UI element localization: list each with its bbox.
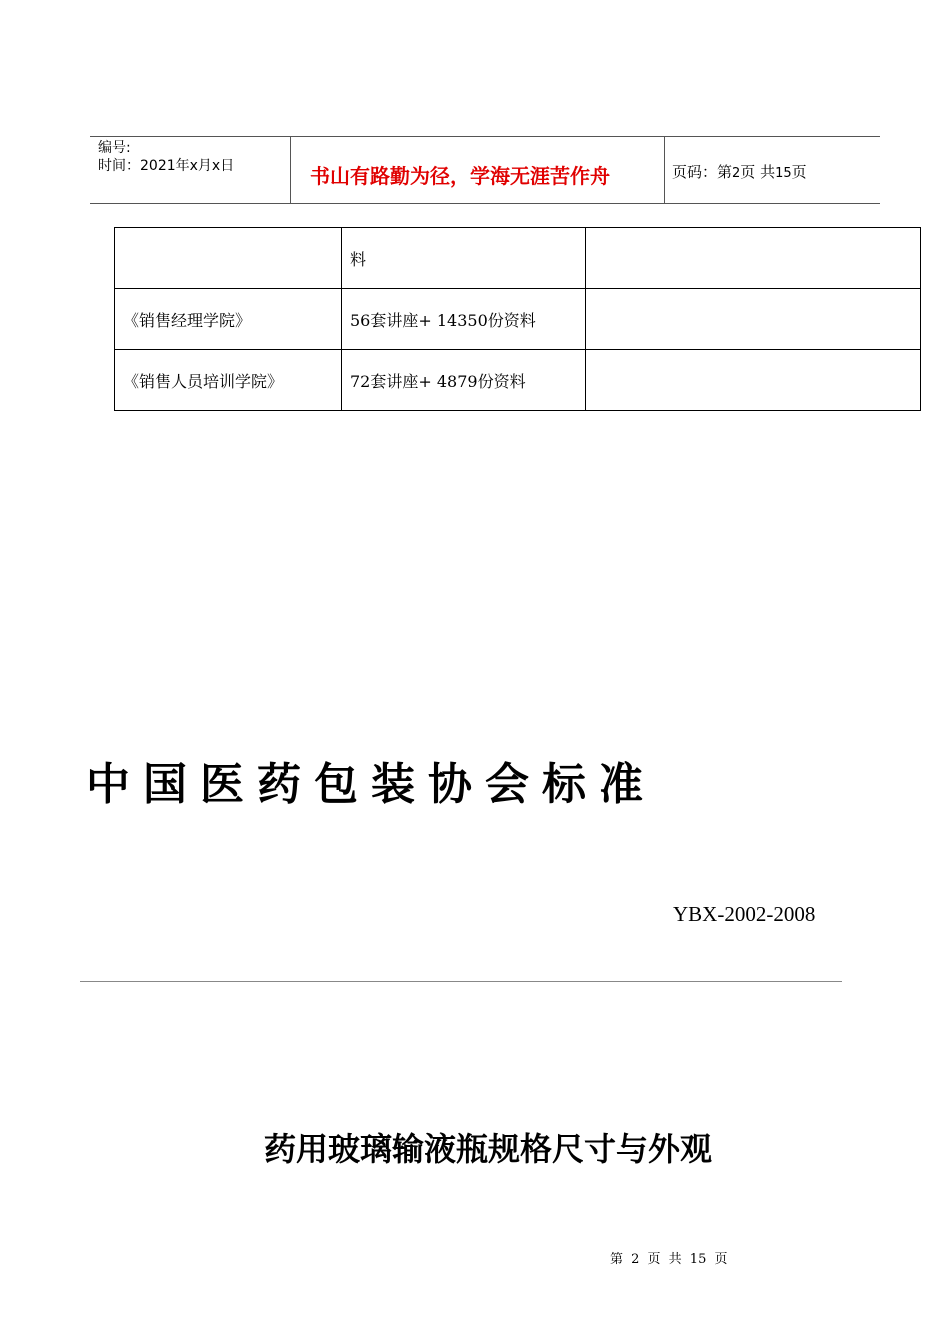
page-suffix: 页: [791, 163, 807, 181]
page-total: 15: [775, 166, 792, 181]
time-label: 时间：2021年x月x日: [98, 158, 235, 174]
table-cell-note: [586, 289, 921, 350]
table-cell-name: [115, 228, 342, 289]
title-separator: [80, 981, 842, 982]
table-cell-name: 《销售人员培训学院》: [115, 350, 342, 411]
header-page-info: [672, 161, 807, 182]
header-top-rule: [90, 136, 880, 137]
standard-code: YBX-2002-2008: [673, 902, 816, 926]
page-mid: 页 共: [740, 163, 776, 181]
document-title: 药用玻璃输液瓶规格尺寸与外观: [264, 1130, 713, 1168]
organization-title: 中国医药包装协会标准: [86, 759, 656, 810]
table-cell-name: 《销售经理学院》: [115, 289, 342, 350]
table-cell-detail: 72套讲座+ 4879份资料: [342, 350, 586, 411]
table-cell-detail: 料: [342, 228, 586, 289]
table-row: [115, 289, 921, 350]
header-divider-right: [664, 137, 665, 204]
course-table: [114, 227, 921, 411]
page-footer: 第 2 页 共 15 页: [610, 1252, 728, 1267]
table-row: [115, 350, 921, 411]
header-bottom-rule: [90, 203, 880, 204]
header-motto: 书山有路勤为径，学海无涯苦作舟: [310, 164, 610, 188]
serial-label: 编号:: [98, 140, 131, 156]
page-current: 2: [732, 166, 741, 181]
header-divider-left: [290, 137, 291, 204]
table-cell-note: [586, 350, 921, 411]
page-prefix: 页码：第: [672, 163, 733, 181]
table-row: [115, 228, 921, 289]
table-cell-detail: 56套讲座+ 14350份资料: [342, 289, 586, 350]
table-cell-note: [586, 228, 921, 289]
